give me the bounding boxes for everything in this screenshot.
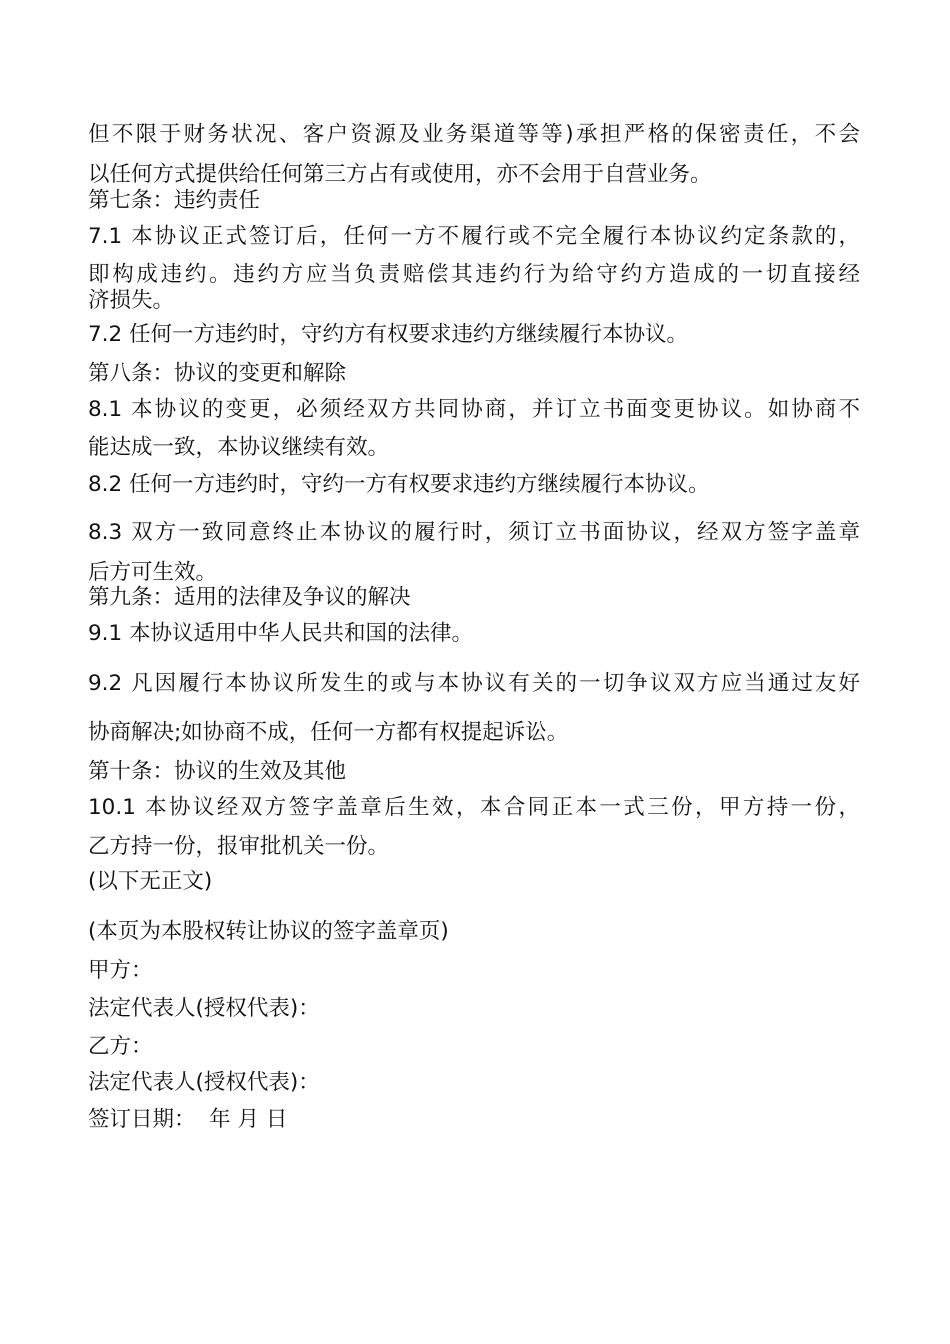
signature-party-b: 乙方：	[88, 1034, 153, 1059]
text-line: (本页为本股权转让协议的签字盖章页)	[88, 919, 449, 944]
text-line: 10.1 本协议经双方签字盖章后生效，本合同正本一式三份，甲方持一份，	[88, 795, 860, 820]
text-line: 但不限于财务状况、客户资源及业务渠道等等)承担严格的保密责任，不会	[88, 122, 860, 147]
text-line: 乙方持一份，报审批机关一份。	[88, 834, 390, 859]
text-line: 7.1 本协议正式签订后，任何一方不履行或不完全履行本协议约定条款的，	[88, 224, 860, 249]
section-heading: 第八条：协议的变更和解除	[88, 361, 347, 386]
text-line: 8.1 本协议的变更，必须经双方共同协商，并订立书面变更协议。如协商不	[88, 397, 860, 422]
signing-date: 签订日期： 年 月 日	[88, 1107, 288, 1132]
text-line: (以下无正文)	[88, 869, 213, 894]
signature-representative-a: 法定代表人(授权代表)：	[88, 996, 320, 1021]
text-line: 9.1 本协议适用中华人民共和国的法律。	[88, 621, 474, 646]
text-line: 即构成违约。违约方应当负责赔偿其违约行为给守约方造成的一切直接经	[88, 262, 860, 287]
text-line: 能达成一致，本协议继续有效。	[88, 435, 390, 460]
text-line: 8.2 任何一方违约时，守约一方有权要求违约方继续履行本协议。	[88, 472, 710, 497]
signature-representative-b: 法定代表人(授权代表)：	[88, 1070, 320, 1095]
text-line: 9.2 凡因履行本协议所发生的或与本协议有关的一切争议双方应当通过友好	[88, 671, 860, 696]
text-line: 协商解决;如协商不成，任何一方都有权提起诉讼。	[88, 720, 569, 745]
text-line: 以任何方式提供给任何第三方占有或使用，亦不会用于自营业务。	[88, 162, 712, 187]
signature-party-a: 甲方：	[88, 958, 153, 983]
text-line: 后方可生效。	[88, 560, 218, 585]
text-line: 8.3 双方一致同意终止本协议的履行时，须订立书面协议，经双方签字盖章	[88, 520, 860, 545]
text-line: 济损失。	[88, 288, 175, 313]
section-heading: 第九条：适用的法律及争议的解决	[88, 585, 411, 610]
text-line: 7.2 任何一方违约时，守约方有权要求违约方继续履行本协议。	[88, 322, 689, 347]
section-heading: 第七条：违约责任	[88, 188, 261, 213]
section-heading: 第十条：协议的生效及其他	[88, 759, 347, 784]
